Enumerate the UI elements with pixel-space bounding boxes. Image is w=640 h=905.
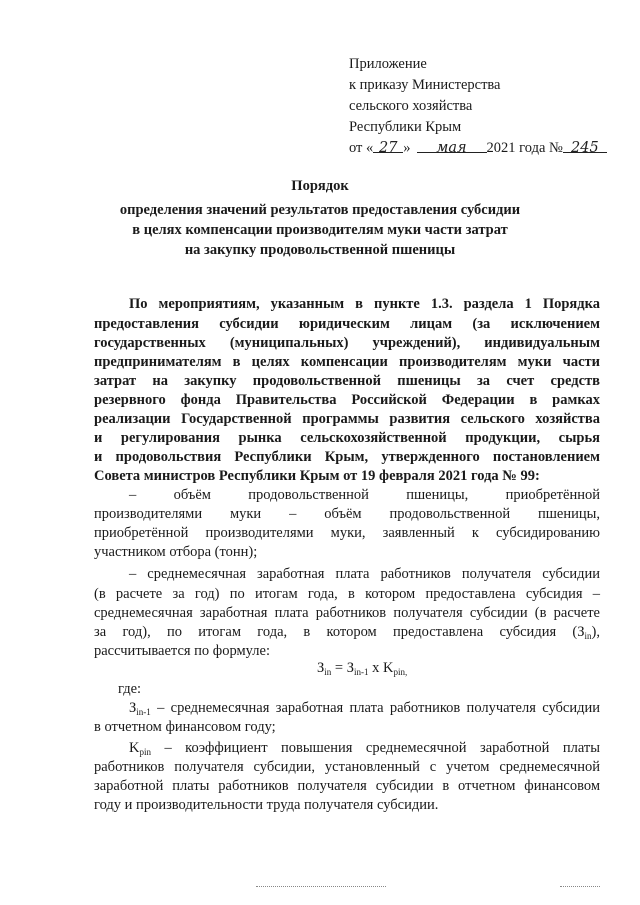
- item2-line: среднемесячная заработная плата работников получателя субсидии (в расчете: [94, 605, 600, 621]
- def1-line: $З_{in-1}$ – среднемесячная заработная плата работников получателя субсидии: [129, 700, 600, 717]
- doc-subtitle-line: на закупку продовольственной пшеницы: [184, 242, 456, 258]
- item1-line: участником отбора (тонн);: [94, 544, 258, 560]
- def2-line: работников получателя субсидии, установленный с учетом среднемесячной: [94, 759, 600, 775]
- item1-line: – объём продовольственной пшеницы, приобретённой: [129, 487, 600, 503]
- intro-line: и продовольствия Республики Крым, утвержденного постановлением: [94, 449, 600, 465]
- annex-line: к приказу Министерства: [349, 77, 501, 93]
- intro-line: предоставления субсидии юридическим лицам (за исключением: [94, 316, 600, 332]
- formula: $З_{in} = З_{in-1}$ x $K_{pin,}$: [317, 660, 408, 677]
- def1-line: в отчетном финансовом году;: [94, 719, 276, 735]
- annex-line: Приложение: [349, 56, 427, 72]
- def2-line: заработной платы работников получателя субсидии в отчетном финансовом: [94, 778, 600, 794]
- where-label: где:: [118, 681, 142, 697]
- intro-line: и регулирования рынка сельскохозяйственной продукции, сырья: [94, 430, 600, 446]
- doc-title: Порядок: [291, 178, 349, 194]
- footer-mark: [256, 886, 386, 888]
- annex-line: Республики Крым: [349, 119, 462, 135]
- item2-line: (в расчете за год) по итогам года, в котором предоставлена субсидия –: [94, 586, 600, 602]
- annex-block: [349, 54, 607, 159]
- date-month: мая: [417, 138, 487, 153]
- intro-line: По мероприятиям, указанным в пункте 1.3. раздела 1 Порядка: [129, 296, 600, 312]
- intro-line: государственных (муниципальных) учреждений), индивидуальным: [94, 335, 600, 351]
- annex-date-line: от « 27 » мая 2021 года № 245: [349, 138, 607, 159]
- item2-line: за год), по итогам года, в котором предоставлена субсидия $(З_{in})$,: [94, 624, 600, 641]
- item1-line: производителями муки – объём продовольственной пшеницы,: [94, 506, 600, 522]
- footer-mark: [560, 886, 600, 888]
- item1-line: приобретённой производителями муки, заявленный к субсидированию: [94, 525, 600, 541]
- def2-line: $K_{pin}$ – коэффициент повышения среднемесячной заработной платы: [129, 740, 600, 757]
- doc-subtitle-line: определения значений результатов предоставления субсидии: [119, 202, 521, 218]
- intro-line: резервного фонда Правительства Российской Федерации в рамках: [94, 392, 600, 408]
- annex-line: сельского хозяйства: [349, 98, 473, 114]
- intro-line: предпринимателям в целях компенсации производителям муки части: [94, 354, 600, 370]
- intro-line: реализации Государственной программы развития сельского хозяйства: [94, 411, 600, 427]
- intro-line: Совета министров Республики Крым от 19 февраля 2021 года № 99:: [94, 468, 540, 484]
- date-day: 27: [373, 138, 403, 153]
- intro-line: затрат на закупку продовольственной пшеницы за счет средств: [94, 373, 600, 389]
- def2-line: году и производительности труда получателя субсидии.: [94, 797, 439, 813]
- item2-line: рассчитывается по формуле:: [94, 643, 270, 659]
- order-number: 245: [563, 138, 607, 153]
- item2-line: – среднемесячная заработная плата работников получателя субсидии: [129, 566, 600, 582]
- doc-subtitle-line: в целях компенсации производителям муки части затрат: [132, 222, 508, 238]
